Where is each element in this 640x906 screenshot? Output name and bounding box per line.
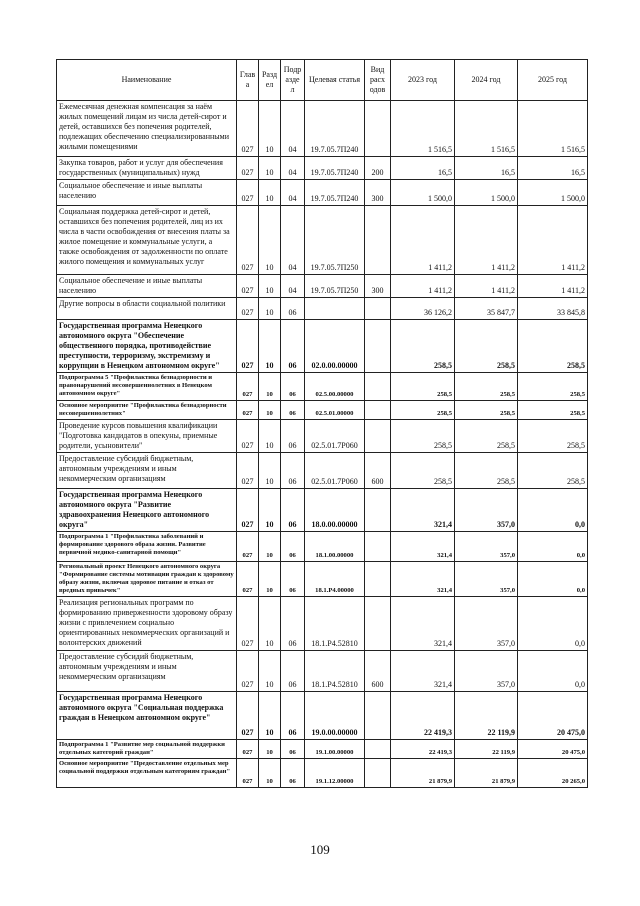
cell-y2025: 20 475,0 xyxy=(518,740,588,759)
cell-podrazdel: 06 xyxy=(281,692,305,740)
cell-vid xyxy=(365,101,391,157)
cell-y2023: 21 879,9 xyxy=(391,759,455,788)
table-row xyxy=(57,759,588,788)
cell-y2025: 258,5 xyxy=(518,453,588,489)
table-row xyxy=(57,320,588,373)
cell-y2024: 357,0 xyxy=(455,532,518,562)
cell-name: Реализация региональных программ по формированию приверженности здоровому образу жизни с привлечением социально ориентированных некоммерческих организаций и волонтерских движений xyxy=(57,597,237,651)
cell-y2025: 0,0 xyxy=(518,532,588,562)
cell-statya: 18.0.00.00000 xyxy=(305,489,365,532)
cell-y2024: 1 411,2 xyxy=(455,275,518,298)
cell-glava: 027 xyxy=(237,532,259,562)
header-2024: 2024 год xyxy=(455,60,518,101)
cell-y2025: 1 500,0 xyxy=(518,180,588,206)
cell-y2023: 36 126,2 xyxy=(391,298,455,320)
table-row xyxy=(57,420,588,453)
cell-y2024: 1 516,5 xyxy=(455,101,518,157)
cell-statya: 19.7.05.7П240 xyxy=(305,157,365,180)
cell-name: Предоставление субсидий бюджетным, автономным учреждениям и иным некоммерческим организациям xyxy=(57,651,237,692)
cell-y2025: 20 475,0 xyxy=(518,692,588,740)
table-row xyxy=(57,532,588,562)
cell-statya: 18.1.00.00000 xyxy=(305,532,365,562)
cell-statya: 19.7.05.7П250 xyxy=(305,206,365,275)
cell-razdel: 10 xyxy=(259,453,281,489)
cell-statya: 18.1.Р4.00000 xyxy=(305,562,365,597)
cell-y2025: 0,0 xyxy=(518,562,588,597)
cell-razdel: 10 xyxy=(259,597,281,651)
cell-y2023: 321,4 xyxy=(391,489,455,532)
cell-y2024: 35 847,7 xyxy=(455,298,518,320)
cell-statya: 02.5.00.00000 xyxy=(305,373,365,401)
cell-glava: 027 xyxy=(237,401,259,420)
header-2025: 2025 год xyxy=(518,60,588,101)
budget-table xyxy=(56,59,588,788)
cell-vid xyxy=(365,420,391,453)
cell-razdel: 10 xyxy=(259,740,281,759)
cell-name: Социальное обеспечение и иные выплаты населению xyxy=(57,180,237,206)
cell-razdel: 10 xyxy=(259,101,281,157)
cell-y2025: 20 265,0 xyxy=(518,759,588,788)
cell-glava: 027 xyxy=(237,420,259,453)
cell-y2024: 258,5 xyxy=(455,373,518,401)
cell-razdel: 10 xyxy=(259,298,281,320)
cell-podrazdel: 06 xyxy=(281,562,305,597)
cell-razdel: 10 xyxy=(259,562,281,597)
cell-statya: 18.1.Р4.52810 xyxy=(305,597,365,651)
cell-name: Государственная программа Ненецкого автономного округа "Обеспечение общественного порядка, противодействие преступности, терроризму, экстремизму и коррупции в Ненецком автономном округе" xyxy=(57,320,237,373)
cell-podrazdel: 04 xyxy=(281,157,305,180)
cell-vid xyxy=(365,489,391,532)
cell-razdel: 10 xyxy=(259,532,281,562)
cell-glava: 027 xyxy=(237,157,259,180)
cell-glava: 027 xyxy=(237,562,259,597)
cell-statya: 19.7.05.7П240 xyxy=(305,180,365,206)
header-podrazdel: Подр азде л xyxy=(281,60,305,101)
cell-vid xyxy=(365,597,391,651)
cell-y2024: 22 119,9 xyxy=(455,692,518,740)
cell-glava: 027 xyxy=(237,180,259,206)
cell-glava: 027 xyxy=(237,453,259,489)
cell-razdel: 10 xyxy=(259,206,281,275)
cell-name: Другие вопросы в области социальной политики xyxy=(57,298,237,320)
cell-vid xyxy=(365,206,391,275)
cell-statya xyxy=(305,298,365,320)
cell-podrazdel: 06 xyxy=(281,320,305,373)
cell-razdel: 10 xyxy=(259,420,281,453)
header-name: Наименование xyxy=(57,60,237,101)
cell-glava: 027 xyxy=(237,740,259,759)
cell-podrazdel: 06 xyxy=(281,298,305,320)
cell-vid xyxy=(365,740,391,759)
cell-y2025: 1 516,5 xyxy=(518,101,588,157)
cell-razdel: 10 xyxy=(259,759,281,788)
cell-podrazdel: 04 xyxy=(281,180,305,206)
table-row xyxy=(57,298,588,320)
cell-y2025: 33 845,8 xyxy=(518,298,588,320)
cell-y2024: 258,5 xyxy=(455,453,518,489)
cell-name: Основное мероприятие "Предоставление отдельных мер социальной поддержки отдельным категориям граждан" xyxy=(57,759,237,788)
table-header-row xyxy=(57,60,588,101)
cell-razdel: 10 xyxy=(259,692,281,740)
cell-glava: 027 xyxy=(237,373,259,401)
table-row xyxy=(57,740,588,759)
cell-name: Основное мероприятие "Профилактика безнадзорности несовершеннолетних" xyxy=(57,401,237,420)
cell-y2024: 258,5 xyxy=(455,420,518,453)
cell-y2025: 1 411,2 xyxy=(518,206,588,275)
cell-podrazdel: 06 xyxy=(281,453,305,489)
cell-y2023: 22 419,3 xyxy=(391,740,455,759)
table-row xyxy=(57,597,588,651)
cell-podrazdel: 04 xyxy=(281,275,305,298)
table-row xyxy=(57,562,588,597)
cell-y2024: 357,0 xyxy=(455,562,518,597)
cell-y2025: 16,5 xyxy=(518,157,588,180)
header-2023: 2023 год xyxy=(391,60,455,101)
cell-vid xyxy=(365,298,391,320)
table-row xyxy=(57,101,588,157)
cell-y2025: 0,0 xyxy=(518,651,588,692)
cell-razdel: 10 xyxy=(259,373,281,401)
cell-y2024: 357,0 xyxy=(455,489,518,532)
cell-razdel: 10 xyxy=(259,320,281,373)
table-row xyxy=(57,651,588,692)
cell-statya: 19.1.00.00000 xyxy=(305,740,365,759)
cell-podrazdel: 04 xyxy=(281,206,305,275)
cell-name: Подпрограмма 5 "Профилактика безнадзорности и правонарушений несовершеннолетних в Ненецком автономном округе" xyxy=(57,373,237,401)
cell-glava: 027 xyxy=(237,320,259,373)
cell-statya: 02.5.01.7Р060 xyxy=(305,453,365,489)
cell-y2025: 1 411,2 xyxy=(518,275,588,298)
cell-podrazdel: 06 xyxy=(281,401,305,420)
cell-statya: 18.1.Р4.52810 xyxy=(305,651,365,692)
cell-y2025: 0,0 xyxy=(518,597,588,651)
cell-vid xyxy=(365,373,391,401)
cell-name: Государственная программа Ненецкого автономного округа "Социальная поддержка граждан в Ненецком автономном округе" xyxy=(57,692,237,740)
cell-name: Региональный проект Ненецкого автономного округа "Формирование системы мотивации граждан к здоровому образу жизни, включая здоровое питание и отказ от вредных привычек" xyxy=(57,562,237,597)
cell-statya: 19.0.00.00000 xyxy=(305,692,365,740)
cell-y2023: 258,5 xyxy=(391,420,455,453)
cell-y2023: 258,5 xyxy=(391,453,455,489)
table-row xyxy=(57,157,588,180)
table-row xyxy=(57,206,588,275)
page-number: 109 xyxy=(310,842,330,857)
cell-razdel: 10 xyxy=(259,489,281,532)
cell-y2024: 1 500,0 xyxy=(455,180,518,206)
cell-y2023: 258,5 xyxy=(391,373,455,401)
cell-y2023: 258,5 xyxy=(391,320,455,373)
cell-vid xyxy=(365,562,391,597)
cell-vid xyxy=(365,320,391,373)
cell-razdel: 10 xyxy=(259,180,281,206)
cell-podrazdel: 06 xyxy=(281,489,305,532)
cell-y2023: 321,4 xyxy=(391,532,455,562)
cell-vid: 300 xyxy=(365,180,391,206)
cell-podrazdel: 06 xyxy=(281,373,305,401)
cell-vid xyxy=(365,401,391,420)
cell-glava: 027 xyxy=(237,206,259,275)
cell-name: Предоставление субсидий бюджетным, автономным учреждениям и иным некоммерческим организациям xyxy=(57,453,237,489)
cell-y2023: 1 411,2 xyxy=(391,275,455,298)
cell-y2025: 258,5 xyxy=(518,320,588,373)
cell-y2023: 321,4 xyxy=(391,651,455,692)
cell-podrazdel: 06 xyxy=(281,532,305,562)
cell-y2024: 22 119,9 xyxy=(455,740,518,759)
cell-name: Проведение курсов повышения квалификации "Подготовка кандидатов в опекуны, приемные родители, усыновители" xyxy=(57,420,237,453)
cell-razdel: 10 xyxy=(259,275,281,298)
cell-statya: 02.0.00.00000 xyxy=(305,320,365,373)
cell-y2024: 357,0 xyxy=(455,597,518,651)
cell-glava: 027 xyxy=(237,101,259,157)
cell-y2024: 16,5 xyxy=(455,157,518,180)
cell-name: Ежемесячная денежная компенсация за наём жилых помещений лицам из числа детей-сирот и детей, оставшихся без попечения родителей, подлежащих обеспечению специализированными жилыми помещениями xyxy=(57,101,237,157)
cell-y2024: 1 411,2 xyxy=(455,206,518,275)
cell-razdel: 10 xyxy=(259,401,281,420)
cell-vid xyxy=(365,532,391,562)
cell-statya: 02.5.01.7Р060 xyxy=(305,420,365,453)
table-body xyxy=(57,101,588,788)
cell-y2024: 21 879,9 xyxy=(455,759,518,788)
cell-vid: 200 xyxy=(365,157,391,180)
cell-y2025: 0,0 xyxy=(518,489,588,532)
cell-name: Закупка товаров, работ и услуг для обеспечения государственных (муниципальных) нужд xyxy=(57,157,237,180)
header-vid: Вид расх одов xyxy=(365,60,391,101)
cell-glava: 027 xyxy=(237,651,259,692)
cell-vid xyxy=(365,692,391,740)
cell-y2024: 357,0 xyxy=(455,651,518,692)
cell-statya: 02.5.01.00000 xyxy=(305,401,365,420)
cell-podrazdel: 06 xyxy=(281,651,305,692)
cell-razdel: 10 xyxy=(259,651,281,692)
cell-vid: 300 xyxy=(365,275,391,298)
cell-glava: 027 xyxy=(237,298,259,320)
table-row xyxy=(57,401,588,420)
cell-y2023: 321,4 xyxy=(391,597,455,651)
table-row xyxy=(57,489,588,532)
cell-y2024: 258,5 xyxy=(455,320,518,373)
cell-glava: 027 xyxy=(237,489,259,532)
cell-statya: 19.7.05.7П240 xyxy=(305,101,365,157)
cell-vid: 600 xyxy=(365,651,391,692)
cell-y2023: 22 419,3 xyxy=(391,692,455,740)
table-row xyxy=(57,275,588,298)
cell-y2025: 258,5 xyxy=(518,420,588,453)
cell-podrazdel: 06 xyxy=(281,597,305,651)
cell-statya: 19.1.12.00000 xyxy=(305,759,365,788)
header-razdel: Разд ел xyxy=(259,60,281,101)
cell-y2023: 16,5 xyxy=(391,157,455,180)
cell-y2025: 258,5 xyxy=(518,401,588,420)
cell-y2024: 258,5 xyxy=(455,401,518,420)
cell-podrazdel: 06 xyxy=(281,759,305,788)
table-row xyxy=(57,453,588,489)
cell-podrazdel: 04 xyxy=(281,101,305,157)
cell-glava: 027 xyxy=(237,275,259,298)
cell-y2023: 1 500,0 xyxy=(391,180,455,206)
cell-name: Социальная поддержка детей-сирот и детей, оставшихся без попечения родителей, лиц из их числа в части освобождения от внесения платы за жилое помещение и коммунальные услуги, а также освобождения от задолженности по оплате жилого помещения и коммунальных услуг xyxy=(57,206,237,275)
cell-razdel: 10 xyxy=(259,157,281,180)
cell-glava: 027 xyxy=(237,597,259,651)
cell-y2023: 258,5 xyxy=(391,401,455,420)
table-row xyxy=(57,373,588,401)
table-row xyxy=(57,692,588,740)
cell-podrazdel: 06 xyxy=(281,740,305,759)
cell-vid: 600 xyxy=(365,453,391,489)
cell-glava: 027 xyxy=(237,692,259,740)
cell-glava: 027 xyxy=(237,759,259,788)
table-row xyxy=(57,180,588,206)
cell-podrazdel: 06 xyxy=(281,420,305,453)
cell-y2023: 321,4 xyxy=(391,562,455,597)
cell-y2023: 1 516,5 xyxy=(391,101,455,157)
cell-y2025: 258,5 xyxy=(518,373,588,401)
cell-name: Подпрограмма 1 "Профилактика заболеваний и формирование здорового образа жизни. Развитие первичной медико-санитарной помощи" xyxy=(57,532,237,562)
cell-name: Государственная программа Ненецкого автономного округа "Развитие здравоохранения Ненецкого автономного округа" xyxy=(57,489,237,532)
header-statya: Целевая статья xyxy=(305,60,365,101)
cell-name: Социальное обеспечение и иные выплаты населению xyxy=(57,275,237,298)
cell-name: Подпрограмма 1 "Развитие мер социальной поддержки отдельных категорий граждан" xyxy=(57,740,237,759)
header-glava: Глав а xyxy=(237,60,259,101)
cell-y2023: 1 411,2 xyxy=(391,206,455,275)
cell-statya: 19.7.05.7П250 xyxy=(305,275,365,298)
cell-vid xyxy=(365,759,391,788)
